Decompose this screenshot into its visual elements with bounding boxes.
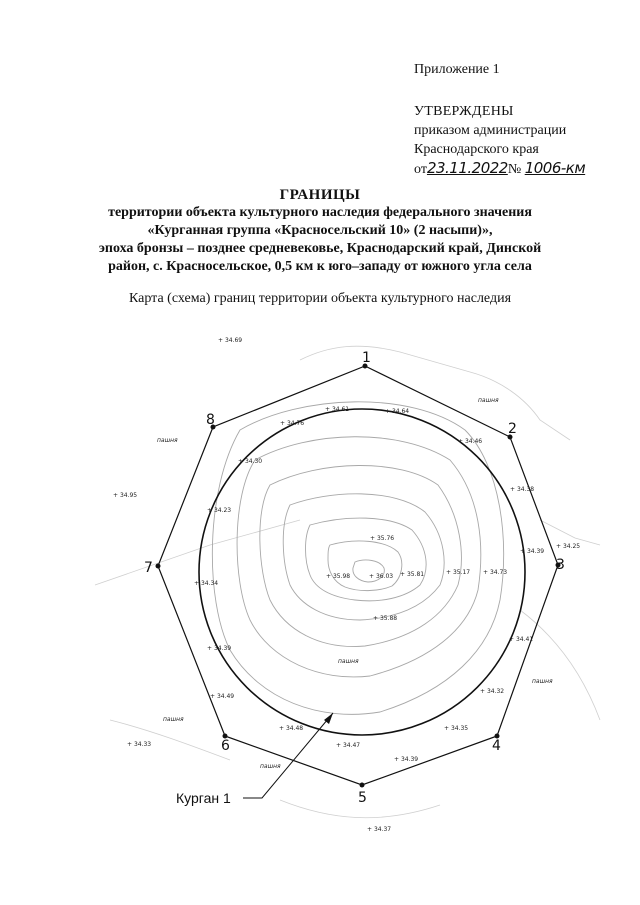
point-label-5: 5 [358, 790, 367, 806]
point-label-8: 8 [206, 412, 215, 428]
elevation-label: + 34.95 [113, 492, 138, 499]
appendix-label: Приложение 1 [414, 62, 500, 77]
elevation-label: + 34.23 [207, 507, 232, 514]
title-line-2: «Курганная группа «Красносельский 10» (2 насыпи)», [147, 223, 493, 238]
elevation-label: + 35.98 [326, 573, 351, 580]
elevation-label: + 34.33 [127, 741, 152, 748]
approved-heading: УТВЕРЖДЕНЫ [414, 104, 514, 119]
elevation-label: + 34.32 [480, 688, 505, 695]
handwritten-date: 23.11.2022 [426, 159, 508, 177]
point-label-4: 4 [492, 738, 501, 754]
elevation-label: + 34.39 [394, 756, 419, 763]
land-label: пашня [157, 437, 178, 444]
contour-6 [328, 541, 402, 591]
contour-5 [306, 518, 427, 601]
elevation-label: + 35.17 [446, 569, 471, 576]
elevation-label: + 34.39 [207, 645, 232, 652]
kurgan-label: Курган 1 [176, 790, 231, 806]
road-line-sw [110, 720, 230, 760]
road-line-ne [470, 372, 570, 440]
land-label: пашня [260, 763, 281, 770]
elevation-label: + 34.30 [238, 458, 263, 465]
elevation-label: + 34.37 [367, 826, 392, 833]
land-label: пашня [338, 658, 359, 665]
elevation-label: + 34.41 [509, 636, 534, 643]
elevation-label: + 34.34 [194, 580, 219, 587]
land-label: пашня [532, 678, 553, 685]
elevation-label: + 34.76 [280, 420, 305, 427]
elevation-label: + 34.49 [210, 693, 235, 700]
point-label-1: 1 [362, 350, 371, 366]
elevation-label: + 34.47 [336, 742, 361, 749]
title-line-3: эпоха бронзы – позднее средневековье, Краснодарский край, Динской [98, 241, 542, 256]
elevation-label: + 34.38 [510, 486, 535, 493]
vertex-5 [360, 783, 365, 788]
land-label: пашня [163, 716, 184, 723]
elevation-label: + 34.73 [483, 569, 508, 576]
number-sign: № [507, 162, 522, 177]
point-label-2: 2 [508, 421, 517, 437]
title-line-1: территории объекта культурного наследия федерального значения [108, 205, 532, 220]
road-line-se [520, 610, 600, 720]
elevation-label: + 34.46 [458, 438, 483, 445]
elevation-label: + 34.64 [385, 408, 410, 415]
date-prefix: от [414, 162, 427, 177]
boundary-point-labels [144, 350, 565, 806]
road-line-west [95, 520, 300, 585]
elevation-label: + 35.76 [370, 535, 395, 542]
title-heading: ГРАНИЦЫ [279, 187, 361, 203]
elevation-label: + 36.03 [369, 573, 394, 580]
order-line: приказом администрации [414, 123, 567, 138]
road-line-north [300, 346, 470, 372]
point-label-6: 6 [221, 738, 230, 754]
region-line: Краснодарского края [414, 142, 539, 157]
vertex-7 [156, 564, 161, 569]
point-label-7: 7 [144, 560, 153, 576]
elevation-label: + 34.35 [444, 725, 469, 732]
elevation-label: + 34.61 [325, 406, 350, 413]
land-label: пашня [478, 397, 499, 404]
elevation-label: + 35.88 [373, 615, 398, 622]
elevation-marks [113, 337, 580, 833]
elevation-label: + 34.39 [520, 548, 545, 555]
elevation-label: + 34.48 [279, 725, 304, 732]
contour-3 [260, 465, 462, 646]
point-label-3: 3 [556, 557, 565, 573]
title-line-4: район, с. Красносельское, 0,5 км к юго–западу от южного угла села [108, 259, 532, 274]
handwritten-number: 1006-км [524, 159, 586, 177]
elevation-label: + 34.25 [556, 543, 581, 550]
map-caption: Карта (схема) границ территории объекта культурного наследия [128, 291, 512, 306]
elevation-label: + 34.69 [218, 337, 243, 344]
elevation-label: + 35.81 [400, 571, 425, 578]
